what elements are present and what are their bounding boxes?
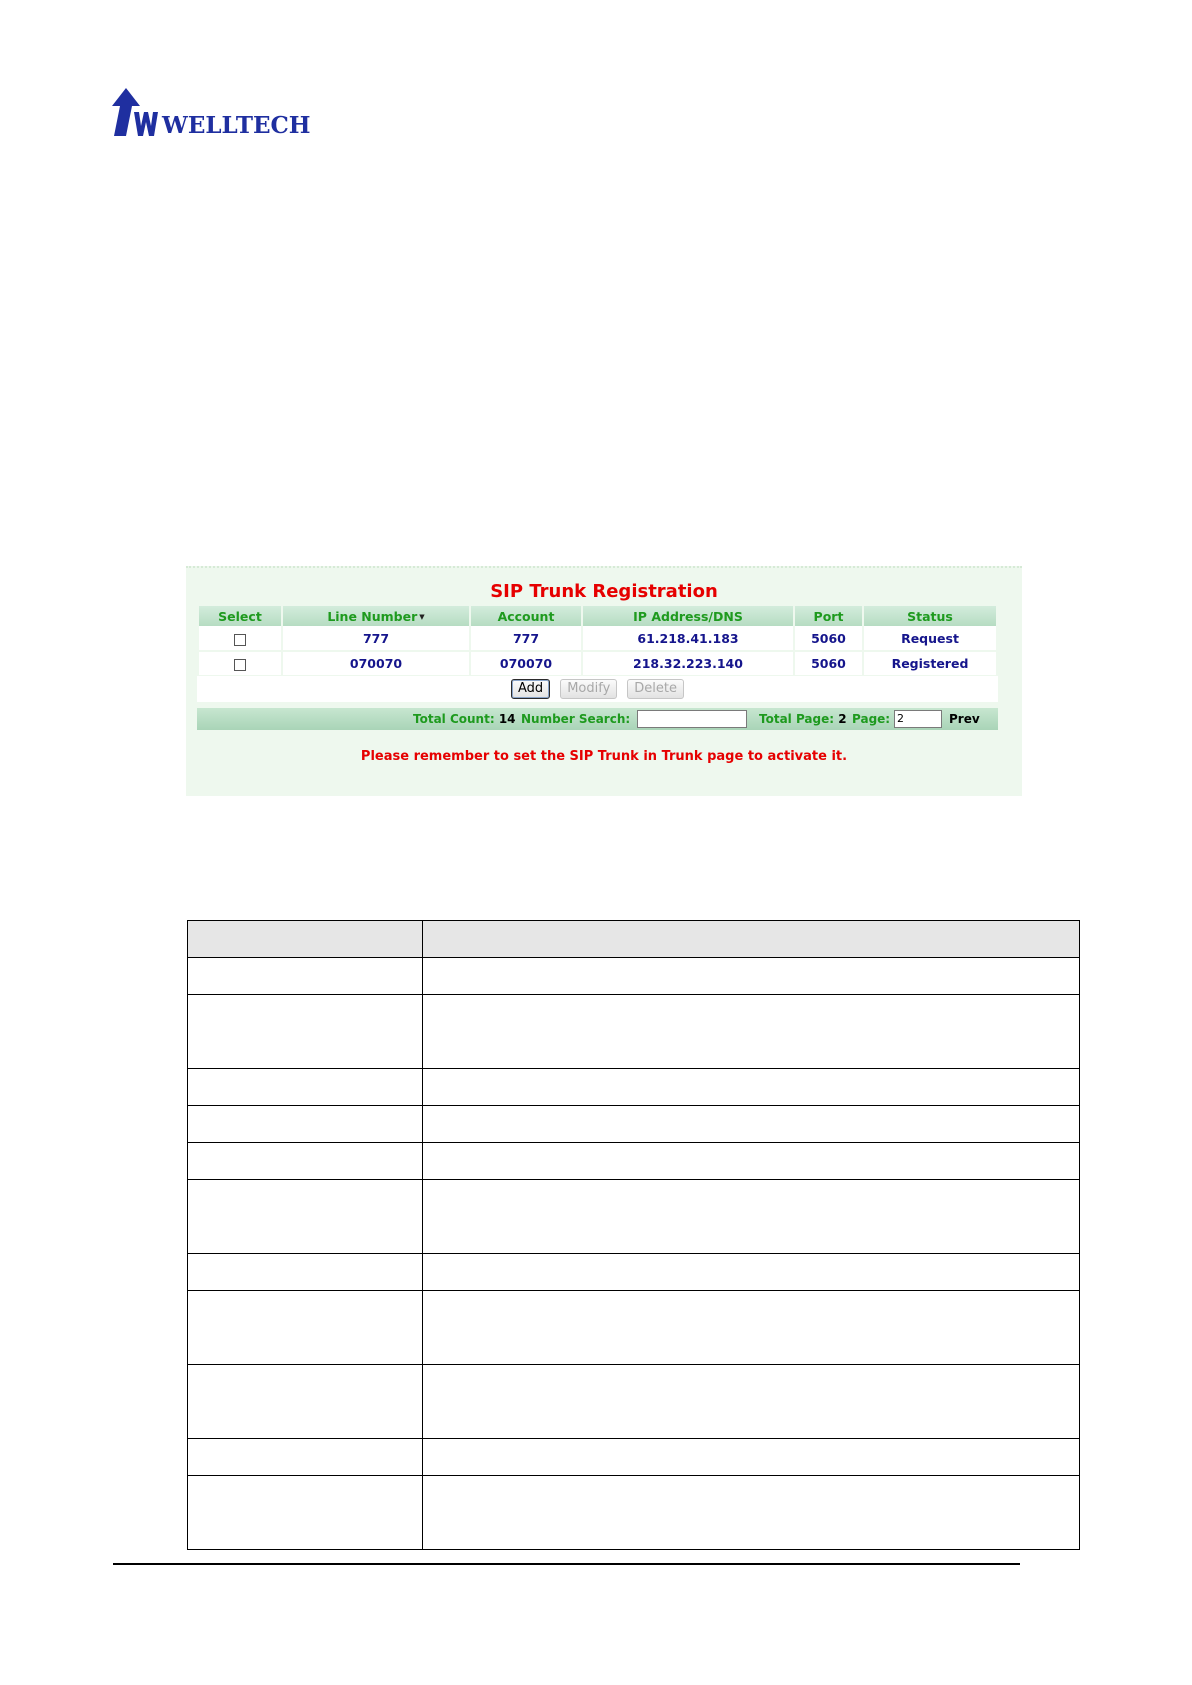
number-search-label: Number Search: xyxy=(521,712,631,726)
table-row xyxy=(188,1106,1080,1143)
modify-button[interactable]: Modify xyxy=(560,679,617,699)
total-count-value: 14 xyxy=(498,712,516,726)
panel-title: SIP Trunk Registration xyxy=(490,581,718,602)
footer-rule xyxy=(113,1563,1020,1565)
sip-trunk-panel xyxy=(186,566,1022,796)
table-row xyxy=(188,995,1080,1069)
table-row xyxy=(188,1291,1080,1365)
table-header-row xyxy=(188,921,1080,958)
pagination-bar xyxy=(197,708,998,730)
ip-cell: 61.218.41.183 xyxy=(583,627,793,652)
table-row xyxy=(188,1476,1080,1550)
col-port: Port xyxy=(795,606,862,627)
delete-button[interactable]: Delete xyxy=(627,679,684,699)
col-line-number[interactable]: Line Number ▼ xyxy=(283,606,469,627)
account-cell: 070070 xyxy=(471,652,581,677)
add-button[interactable]: Add xyxy=(511,679,550,699)
description-table xyxy=(187,920,1080,1550)
line-number-cell: 777 xyxy=(283,627,469,652)
welltech-logo xyxy=(112,82,332,138)
port-cell: 5060 xyxy=(795,627,862,652)
number-search-input[interactable] xyxy=(637,710,747,728)
status-cell: Registered xyxy=(864,652,996,677)
table-row xyxy=(199,652,996,677)
select-cell xyxy=(199,627,281,652)
table-row xyxy=(188,1254,1080,1291)
page-input[interactable]: 2 xyxy=(894,710,942,728)
select-checkbox[interactable] xyxy=(234,634,246,646)
select-checkbox[interactable] xyxy=(234,659,246,671)
total-page-value: 2 xyxy=(838,712,847,726)
col-status: Status xyxy=(864,606,996,627)
total-page-label: Total Page: xyxy=(759,712,835,726)
select-cell xyxy=(199,652,281,677)
port-cell: 5060 xyxy=(795,652,862,677)
sip-trunk-table xyxy=(197,606,998,677)
line-number-cell: 070070 xyxy=(283,652,469,677)
account-cell: 777 xyxy=(471,627,581,652)
page-label: Page: xyxy=(852,712,891,726)
prev-link[interactable]: Prev xyxy=(949,712,980,726)
col-account: Account xyxy=(471,606,581,627)
table-row xyxy=(188,1143,1080,1180)
col-ip-address: IP Address/DNS xyxy=(583,606,793,627)
sort-down-icon: ▼ xyxy=(419,613,425,621)
total-count-label: Total Count: xyxy=(413,712,495,726)
action-buttons xyxy=(197,676,998,702)
svg-text:WELLTECH: WELLTECH xyxy=(162,112,311,138)
ip-cell: 218.32.223.140 xyxy=(583,652,793,677)
table-row xyxy=(188,1365,1080,1439)
table-row xyxy=(188,1439,1080,1476)
activation-note: Please remember to set the SIP Trunk in Trunk page to activate it. xyxy=(360,749,848,764)
table-row xyxy=(188,1069,1080,1106)
table-row xyxy=(188,1180,1080,1254)
table-row xyxy=(188,958,1080,995)
status-cell: Request xyxy=(864,627,996,652)
col-select: Select xyxy=(199,606,281,627)
table-row xyxy=(199,627,996,652)
